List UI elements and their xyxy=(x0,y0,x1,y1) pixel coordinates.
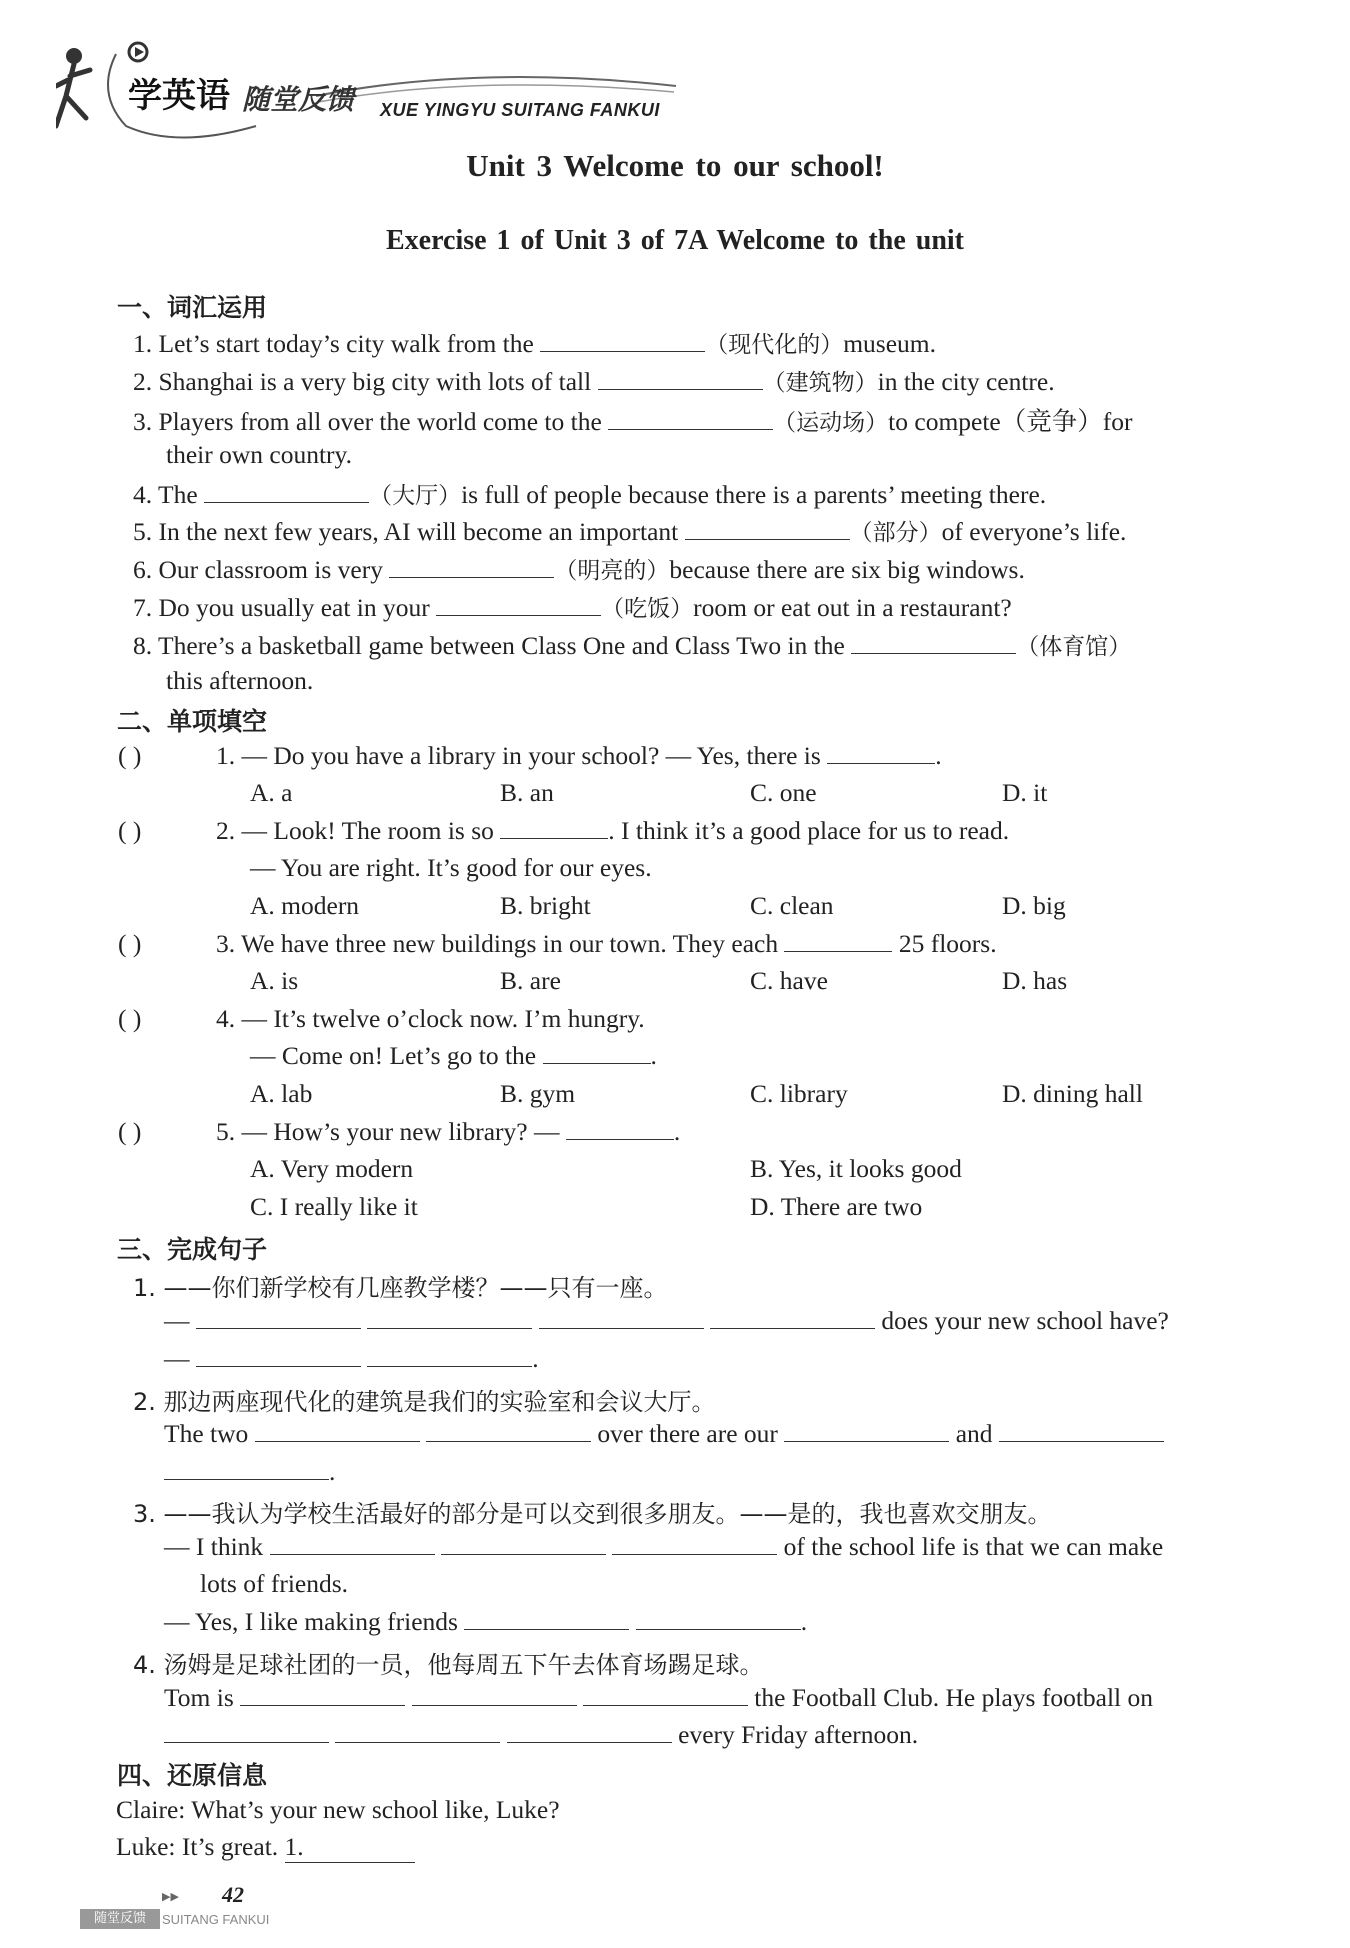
sentence-4-line-1: Tom is the Football Club. He plays football on xyxy=(164,1683,1154,1712)
answer-paren[interactable]: ( ) xyxy=(118,929,142,958)
vocab-item-3-cont: their own country. xyxy=(166,440,353,469)
answer-blank[interactable] xyxy=(436,593,601,616)
sentence-2-line-1: The two over there are our and xyxy=(164,1419,1164,1449)
option[interactable]: C. clean xyxy=(750,891,834,920)
answer-paren[interactable]: ( ) xyxy=(118,1004,142,1033)
answer-blank[interactable] xyxy=(784,929,892,952)
answer-blank[interactable] xyxy=(851,631,1016,654)
mc-question-5: 5. — How’s your new library? — . xyxy=(216,1117,681,1146)
sentence-1-line-1: — does your new school have? xyxy=(164,1306,1169,1335)
answer-paren[interactable]: ( ) xyxy=(118,1117,142,1146)
answer-blank[interactable] xyxy=(566,1117,674,1140)
answer-blank[interactable] xyxy=(196,1344,361,1367)
vocab-item-2: 2. Shanghai is a very big city with lots of tall （建筑物）in the city centre. xyxy=(133,367,1055,396)
answer-blank[interactable] xyxy=(164,1720,329,1743)
dialogue-line-luke: Luke: It’s great. 1. xyxy=(116,1832,415,1863)
sentence-4-chinese: 4. 汤姆是足球社团的一员，他每周五下午去体育场踢足球。 xyxy=(133,1651,764,1679)
answer-blank[interactable] xyxy=(583,1683,748,1706)
answer-blank[interactable] xyxy=(827,741,935,764)
option[interactable]: B. an xyxy=(500,778,554,807)
vocab-item-7: 7. Do you usually eat in your （吃饭）room or eat out in a restaurant? xyxy=(133,593,1012,622)
answer-blank[interactable] xyxy=(270,1532,435,1555)
vocab-item-4: 4. The （大厅）is full of people because there is a parents’ meeting there. xyxy=(133,480,1047,509)
vocab-item-8: 8. There’s a basketball game between Class One and Class Two in the （体育馆） xyxy=(133,631,1132,660)
option[interactable]: D. big xyxy=(1002,891,1066,920)
option[interactable]: D. it xyxy=(1002,778,1048,807)
option[interactable]: D. There are two xyxy=(750,1192,923,1221)
option[interactable]: D. has xyxy=(1002,966,1068,995)
answer-blank[interactable] xyxy=(255,1419,420,1442)
answer-blank[interactable] xyxy=(612,1532,777,1555)
logo-en: XUE YINGYU SUITANG FANKUI xyxy=(380,100,660,120)
mc-question-2: 2. — Look! The room is so . I think it’s a good place for us to read. xyxy=(216,816,1010,845)
answer-blank[interactable] xyxy=(412,1683,577,1706)
answer-blank-numbered[interactable]: 1. xyxy=(285,1832,415,1863)
exercise-title: Exercise 1 of Unit 3 of 7A Welcome to the unit xyxy=(385,225,964,256)
logo-cn-sub: 随堂反馈 xyxy=(242,83,355,116)
page-number: 42 xyxy=(222,1882,244,1907)
answer-blank[interactable] xyxy=(710,1306,875,1329)
option[interactable]: A. a xyxy=(250,778,293,807)
option[interactable]: C. I really like it xyxy=(250,1192,418,1221)
logo-cn: 学英语 xyxy=(128,76,230,116)
sentence-3-line-3: — Yes, I like making friends . xyxy=(164,1607,808,1636)
answer-blank[interactable] xyxy=(500,816,608,839)
vocab-item-6: 6. Our classroom is very （明亮的）because there are six big windows. xyxy=(133,555,1025,584)
mc-question-4: 4. — It’s twelve o’clock now. I’m hungry. xyxy=(216,1004,645,1033)
option[interactable]: B. bright xyxy=(500,891,591,920)
answer-blank[interactable] xyxy=(426,1419,591,1442)
mc-question-4-reply: — Come on! Let’s go to the . xyxy=(250,1041,657,1070)
unit-title: Unit 3 Welcome to our school! xyxy=(466,148,884,183)
option[interactable]: A. is xyxy=(250,966,299,995)
answer-blank[interactable] xyxy=(507,1720,672,1743)
vocab-item-8-cont: this afternoon. xyxy=(166,666,314,695)
dialogue-line-claire: Claire: What’s your new school like, Luke? xyxy=(116,1795,560,1824)
option[interactable]: C. library xyxy=(750,1079,848,1108)
option[interactable]: A. modern xyxy=(250,891,360,920)
answer-blank[interactable] xyxy=(441,1532,606,1555)
vocab-item-3: 3. Players from all over the world come to the （运动场）to compete（竞争）for xyxy=(133,407,1133,436)
option[interactable]: C. one xyxy=(750,778,817,807)
mc-question-3: 3. We have three new buildings in our town. They each 25 floors. xyxy=(216,929,997,958)
answer-blank[interactable] xyxy=(999,1419,1164,1442)
sentence-3-chinese: 3. ——我认为学校生活最好的部分是可以交到很多朋友。——是的，我也喜欢交朋友。 xyxy=(133,1500,1052,1528)
answer-blank[interactable] xyxy=(335,1720,500,1743)
sentence-3-line-1: — I think of the school life is that we can make xyxy=(164,1532,1164,1561)
sentence-2-chinese: 2. 那边两座现代化的建筑是我们的实验室和会议大厅。 xyxy=(133,1388,716,1416)
answer-blank[interactable] xyxy=(636,1607,801,1630)
answer-blank[interactable] xyxy=(367,1306,532,1329)
vocab-item-1: 1. Let’s start today’s city walk from the （现代化的）museum. xyxy=(133,329,936,358)
answer-blank[interactable] xyxy=(389,555,554,578)
answer-blank[interactable] xyxy=(784,1419,949,1442)
option[interactable]: B. Yes, it looks good xyxy=(750,1154,962,1183)
answer-blank[interactable] xyxy=(204,480,369,503)
section-2-heading: 二、单项填空 xyxy=(117,707,268,736)
answer-blank[interactable] xyxy=(539,1306,704,1329)
option[interactable]: D. dining hall xyxy=(1002,1079,1143,1108)
sentence-2-line-2: . xyxy=(164,1457,335,1487)
answer-paren[interactable]: ( ) xyxy=(118,816,142,845)
option[interactable]: B. gym xyxy=(500,1079,576,1108)
answer-blank[interactable] xyxy=(240,1683,405,1706)
answer-blank[interactable] xyxy=(164,1457,329,1480)
sentence-1-line-2: — . xyxy=(164,1344,539,1373)
answer-blank[interactable] xyxy=(196,1306,361,1329)
footer-en: SUITANG FANKUI xyxy=(162,1912,270,1927)
mc-question-2-reply: — You are right. It’s good for our eyes. xyxy=(250,853,652,882)
page-header xyxy=(56,34,696,144)
sentence-4-line-2: every Friday afternoon. xyxy=(164,1720,918,1750)
answer-blank[interactable] xyxy=(608,407,773,430)
section-1-heading: 一、词汇运用 xyxy=(117,293,268,322)
answer-blank[interactable] xyxy=(367,1344,532,1367)
answer-blank[interactable] xyxy=(543,1041,651,1064)
sentence-3-line-2: lots of friends. xyxy=(200,1569,349,1598)
answer-blank[interactable] xyxy=(685,517,850,540)
option[interactable]: A. Very modern xyxy=(250,1154,414,1183)
answer-blank[interactable] xyxy=(540,329,705,352)
answer-blank[interactable] xyxy=(598,367,763,390)
answer-paren[interactable]: ( ) xyxy=(118,741,142,770)
option[interactable]: A. lab xyxy=(250,1079,313,1108)
footer-tag: 随堂反馈 xyxy=(80,1909,160,1929)
section-3-heading: 三、完成句子 xyxy=(117,1235,268,1264)
option[interactable]: B. are xyxy=(500,966,561,995)
mc-question-1: 1. — Do you have a library in your school? — Yes, there is . xyxy=(216,741,942,770)
option[interactable]: C. have xyxy=(750,966,828,995)
answer-blank[interactable] xyxy=(464,1607,629,1630)
section-4-heading: 四、还原信息 xyxy=(117,1761,268,1790)
vocab-item-5: 5. In the next few years, AI will become an important （部分）of everyone’s life. xyxy=(133,517,1127,546)
sentence-1-chinese: 1. ——你们新学校有几座教学楼？——只有一座。 xyxy=(133,1274,668,1302)
arrow-icon: ▶▶ xyxy=(162,1890,179,1903)
